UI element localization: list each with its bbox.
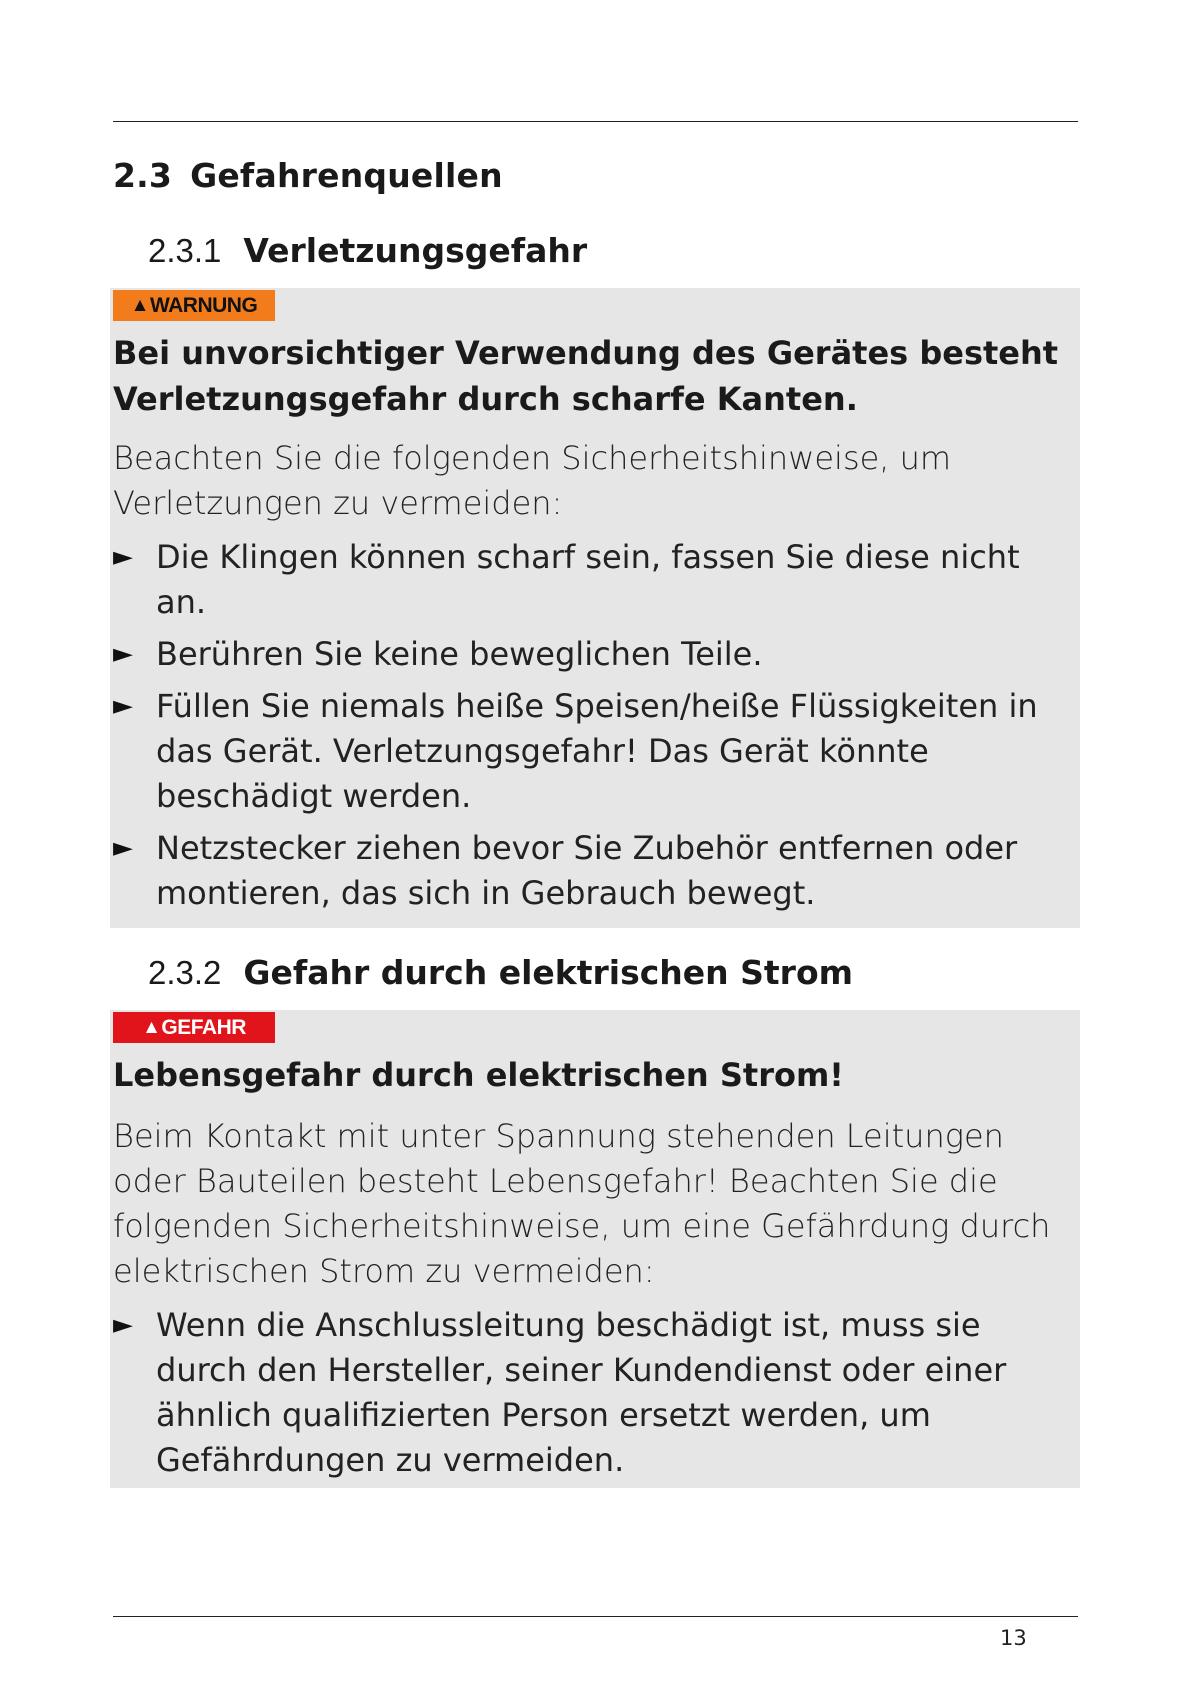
subsection-title-text: Gefahr durch elektrischen Strom [243, 953, 854, 992]
list-item [113, 684, 1078, 819]
subsection-title-text: Verletzungsgefahr [243, 231, 588, 270]
subsection-number: 2.3.1 [148, 232, 222, 269]
danger-badge-label: GEFAHR [161, 1015, 246, 1039]
danger-intro: Beim Kontakt mit unter Spannung stehenden Leitungen oder Bauteilen besteht Lebensgefahr! Beachten Sie die folgenden Sicherheitshinweise, um eine Gefährdung durch elektrischen Strom zu vermeiden: [113, 1117, 1051, 1290]
list-item-text: Füllen Sie niemals heiße Speisen/heiße Flüssigkeiten in das Gerät. Verletzungsgefahr! Das Gerät könnte beschädigt werden. [156, 687, 1038, 815]
page-number: 13 [1000, 1626, 1027, 1650]
warning-bullet-list [113, 535, 1078, 923]
warning-panel [110, 288, 1080, 928]
subsection-title-elektrischer-strom [148, 953, 853, 992]
subsection-title-verletzungsgefahr [148, 231, 587, 270]
list-item [113, 632, 1078, 677]
danger-panel [110, 1010, 1080, 1488]
warning-badge [113, 290, 275, 321]
warning-badge-label: WARNUNG [149, 293, 258, 317]
bullet-arrow-icon: ► [113, 639, 133, 669]
list-item-text: Die Klingen können scharf sein, fassen Sie diese nicht an. [156, 538, 1020, 621]
bullet-arrow-icon: ► [113, 542, 133, 572]
list-item-text: Wenn die Anschlussleitung beschädigt ist, muss sie durch den Hersteller, seiner Kundendienst oder einer ähnlich qualifizierten Person ersetzt werden, um Gefährdungen zu vermeiden. [156, 1306, 1007, 1479]
section-title-text: Gefahrenquellen [190, 156, 503, 195]
warning-intro: Beachten Sie die folgenden Sicherheitshinweise, um Verletzungen zu vermeiden: [113, 439, 952, 522]
danger-bullet-list [113, 1303, 1078, 1490]
section-title [113, 156, 503, 195]
list-item-text: Netzstecker ziehen bevor Sie Zubehör entfernen oder montieren, das sich in Gebrauch bewegt. [156, 829, 1018, 912]
warning-lead: Bei unvorsichtiger Verwendung des Gerätes besteht Verletzungsgefahr durch scharfe Kanten. [113, 334, 1059, 418]
danger-lead: Lebensgefahr durch elektrischen Strom! [113, 1056, 844, 1094]
header-rule [113, 121, 1078, 122]
list-item-text: Berühren Sie keine beweglichen Teile. [156, 635, 763, 673]
warning-triangle-icon: ▲ [130, 294, 149, 316]
subsection-number: 2.3.2 [148, 954, 222, 991]
list-item [113, 826, 1078, 916]
bullet-arrow-icon: ► [113, 691, 133, 721]
bullet-arrow-icon: ► [113, 1310, 133, 1340]
list-item [113, 1303, 1078, 1483]
bullet-arrow-icon: ► [113, 833, 133, 863]
section-number: 2.3 [113, 156, 173, 195]
warning-triangle-icon: ▲ [142, 1016, 161, 1038]
list-item [113, 535, 1078, 625]
footer-rule [113, 1616, 1078, 1617]
danger-badge [113, 1012, 275, 1043]
